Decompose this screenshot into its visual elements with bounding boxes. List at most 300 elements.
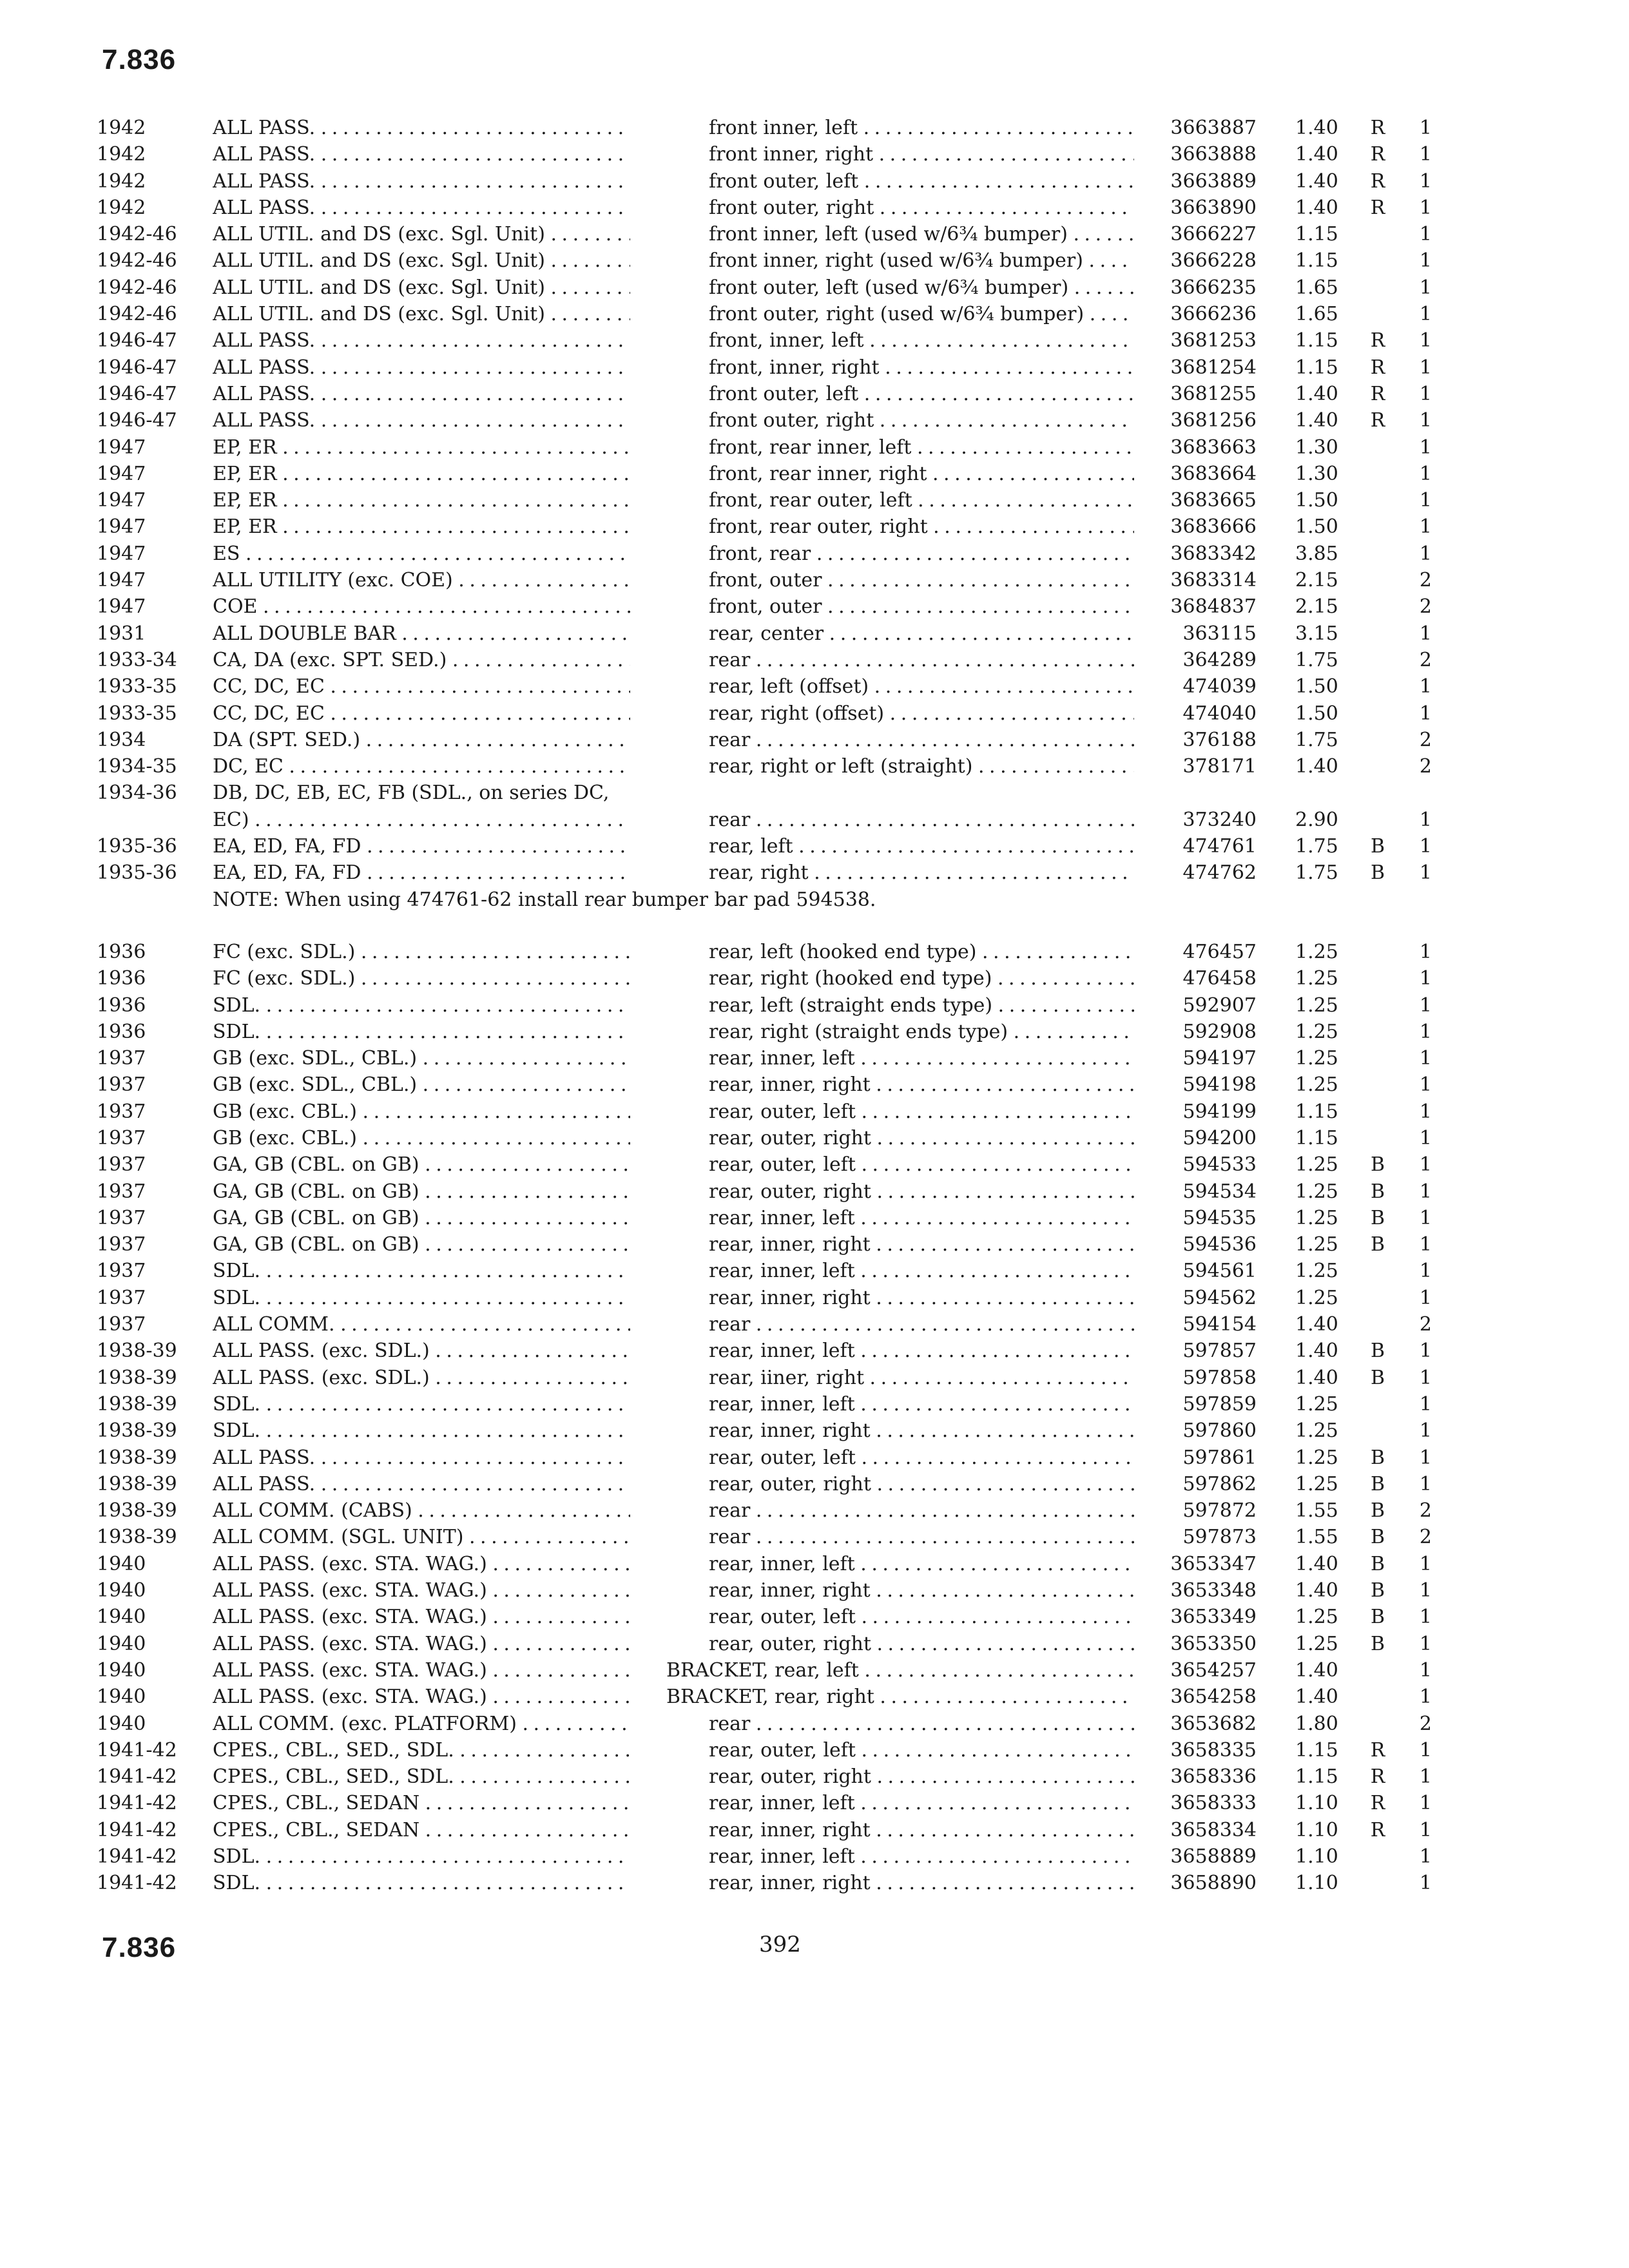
- description-cell: rear, left (offset) . . .: [709, 673, 1134, 700]
- quantity-cell: 1: [1419, 382, 1432, 405]
- year-cell: 1941-42: [97, 1738, 177, 1762]
- description-cell: front, rear inner, right . . .: [709, 461, 1134, 487]
- model-cell: GB (exc. SDL., CBL.) . . .: [213, 1045, 630, 1072]
- quantity-cell: 1: [1419, 675, 1432, 698]
- part-number-cell: 3654258: [1170, 1686, 1257, 1709]
- part-number-cell: 3663889: [1170, 169, 1257, 193]
- year-cell: 1942-46: [97, 303, 177, 326]
- table-row: [0, 461, 1629, 487]
- table-row: [0, 1391, 1629, 1418]
- table-row: [0, 1151, 1629, 1178]
- description-cell: BRACKET, rear, right . . .: [666, 1684, 1134, 1710]
- year-cell: 1941-42: [97, 1872, 177, 1895]
- description-cell: rear, inner, left . . .: [709, 1258, 1134, 1284]
- price-cell: 3.85: [1295, 542, 1338, 565]
- description-cell: rear, right (hooked end type) . . .: [709, 965, 1134, 992]
- price-cell: 1.15: [1295, 1100, 1338, 1123]
- model-cell: ALL UTIL. and DS (exc. Sgl. Unit) . . .: [213, 247, 630, 274]
- table-row: [0, 1471, 1629, 1497]
- description-cell: rear, right (straight ends type) . . .: [709, 1019, 1134, 1045]
- quantity-cell: 1: [1419, 940, 1432, 963]
- rows-group-multiline: [0, 780, 1629, 833]
- part-number-cell: 3653350: [1170, 1632, 1257, 1655]
- year-cell: 1934: [97, 728, 146, 751]
- quantity-cell: 1: [1419, 329, 1432, 352]
- description-cell: rear, outer, right . . .: [709, 1631, 1134, 1657]
- price-cell: 1.25: [1295, 1233, 1338, 1256]
- part-number-cell: 3663888: [1170, 143, 1257, 166]
- year-cell: 1936: [97, 994, 146, 1017]
- model-cell: DB, DC, EB, EC, FB (SDL., on series DC,: [213, 782, 610, 805]
- part-number-cell: 364289: [1182, 648, 1257, 671]
- year-cell: 1937: [97, 1286, 146, 1309]
- quantity-cell: 1: [1419, 276, 1432, 299]
- table-row: [0, 168, 1629, 195]
- table-row: [0, 487, 1629, 514]
- part-number-cell: 3666227: [1170, 223, 1257, 246]
- year-cell: 1936: [97, 940, 146, 963]
- model-cell: EC) . . .: [213, 807, 630, 833]
- description-cell: rear, outer, left . . .: [709, 1099, 1134, 1125]
- model-cell: ALL COMM. (CABS) . . .: [213, 1497, 630, 1524]
- quantity-cell: 2: [1419, 569, 1432, 592]
- code-cell: B: [1370, 1366, 1385, 1389]
- year-cell: 1942: [97, 169, 146, 193]
- code-cell: R: [1370, 1792, 1385, 1815]
- table-row: [0, 1497, 1629, 1524]
- model-cell: CPES., CBL., SEDAN . . .: [213, 1790, 630, 1816]
- price-cell: 1.25: [1295, 1392, 1338, 1416]
- model-cell: SDL. . . .: [213, 1019, 630, 1045]
- model-cell: SDL. . . .: [213, 1391, 630, 1418]
- quantity-cell: 1: [1419, 1073, 1432, 1097]
- part-number-cell: 363115: [1182, 622, 1257, 645]
- description-cell: rear, outer, left . . .: [709, 1151, 1134, 1178]
- price-cell: 1.40: [1295, 1313, 1338, 1336]
- table-row: [0, 1338, 1629, 1364]
- quantity-cell: 1: [1419, 489, 1432, 512]
- model-cell: ALL UTILITY (exc. COE) . . .: [213, 567, 630, 593]
- quantity-cell: 2: [1419, 755, 1432, 778]
- table-row: [0, 647, 1629, 673]
- part-number-cell: 594198: [1182, 1073, 1257, 1097]
- model-cell: ALL UTIL. and DS (exc. Sgl. Unit) . . .: [213, 301, 630, 327]
- table-row: [0, 541, 1629, 567]
- price-cell: 1.25: [1295, 1153, 1338, 1177]
- table-row: [0, 965, 1629, 992]
- price-cell: 1.15: [1295, 1126, 1338, 1149]
- model-cell: SDL. . . .: [213, 1285, 630, 1311]
- model-cell: EP, ER . . .: [213, 514, 630, 540]
- part-number-cell: 594561: [1182, 1260, 1257, 1283]
- quantity-cell: 1: [1419, 835, 1432, 858]
- table-row: [0, 1365, 1629, 1391]
- price-cell: 1.75: [1295, 861, 1338, 885]
- table-row: [0, 247, 1629, 274]
- table-row: [0, 1045, 1629, 1072]
- note-text: NOTE: When using 474761-62 install rear bumper bar pad 594538.: [213, 888, 876, 911]
- table-row: [0, 1258, 1629, 1284]
- table-row: [0, 700, 1629, 727]
- year-cell: 1947: [97, 542, 146, 565]
- year-cell: 1938-39: [97, 1419, 177, 1443]
- code-cell: R: [1370, 329, 1385, 352]
- year-cell: 1941-42: [97, 1818, 177, 1841]
- model-cell: ALL UTIL. and DS (exc. Sgl. Unit) . . .: [213, 221, 630, 247]
- model-cell: ALL PASS. (exc. SDL.) . . .: [213, 1365, 630, 1391]
- quantity-cell: 1: [1419, 542, 1432, 565]
- description-cell: front inner, right (used w/6¾ bumper) . . .: [709, 247, 1134, 274]
- price-cell: 1.25: [1295, 1446, 1338, 1469]
- year-cell: 1931: [97, 622, 146, 645]
- year-cell: 1938-39: [97, 1392, 177, 1416]
- price-cell: 1.40: [1295, 196, 1338, 219]
- price-cell: 1.10: [1295, 1845, 1338, 1868]
- description-cell: front, outer . . .: [709, 567, 1134, 593]
- quantity-cell: 1: [1419, 356, 1432, 379]
- description-cell: rear, outer, right . . .: [709, 1178, 1134, 1205]
- part-number-cell: 3658334: [1170, 1818, 1257, 1841]
- part-number-cell: 3681254: [1170, 356, 1257, 379]
- quantity-cell: 1: [1419, 169, 1432, 193]
- description-cell: rear, outer, right . . .: [709, 1763, 1134, 1790]
- price-cell: 1.40: [1295, 1366, 1338, 1389]
- year-cell: 1936: [97, 1020, 146, 1043]
- table-row: [0, 1631, 1629, 1657]
- model-cell: GB (exc. CBL.) . . .: [213, 1099, 630, 1125]
- code-cell: B: [1370, 1632, 1385, 1655]
- price-cell: 1.40: [1295, 409, 1338, 432]
- part-number-cell: 594200: [1182, 1126, 1257, 1149]
- price-cell: 1.75: [1295, 728, 1338, 751]
- model-cell: ALL PASS. . . .: [213, 141, 630, 168]
- table-row: [0, 1178, 1629, 1205]
- model-cell: CC, DC, EC . . .: [213, 673, 630, 700]
- model-cell: ALL COMM. (SGL. UNIT) . . .: [213, 1524, 630, 1550]
- description-cell: rear . . .: [709, 1497, 1134, 1524]
- price-cell: 1.25: [1295, 1180, 1338, 1203]
- part-number-cell: 597857: [1182, 1340, 1257, 1363]
- price-cell: 1.75: [1295, 835, 1338, 858]
- description-cell: rear, inner, right . . .: [709, 1285, 1134, 1311]
- price-cell: 1.25: [1295, 1260, 1338, 1283]
- part-number-cell: 474040: [1182, 702, 1257, 725]
- part-number-cell: 3681256: [1170, 409, 1257, 432]
- table-row: [0, 407, 1629, 434]
- code-cell: B: [1370, 1472, 1385, 1495]
- description-cell: rear, outer, right . . .: [709, 1471, 1134, 1497]
- model-cell: ALL PASS. . . .: [213, 381, 630, 407]
- table-row: [0, 1125, 1629, 1151]
- table-row: [0, 833, 1629, 860]
- price-cell: 1.40: [1295, 1658, 1338, 1682]
- year-cell: 1937: [97, 1233, 146, 1256]
- table-row: [0, 780, 1629, 806]
- table-row: [0, 753, 1629, 780]
- year-cell: 1940: [97, 1658, 146, 1682]
- year-cell: 1942: [97, 117, 146, 139]
- quantity-cell: 1: [1419, 1472, 1432, 1495]
- price-cell: 1.25: [1295, 1073, 1338, 1097]
- year-cell: 1941-42: [97, 1765, 177, 1789]
- code-cell: B: [1370, 1340, 1385, 1363]
- part-number-cell: 3684837: [1170, 595, 1257, 619]
- part-number-cell: 3658333: [1170, 1792, 1257, 1815]
- price-cell: 1.10: [1295, 1872, 1338, 1895]
- quantity-cell: 1: [1419, 1366, 1432, 1389]
- year-cell: 1937: [97, 1073, 146, 1097]
- model-cell: DC, EC . . .: [213, 753, 630, 780]
- quantity-cell: 1: [1419, 1126, 1432, 1149]
- part-number-cell: 597872: [1182, 1499, 1257, 1523]
- year-cell: 1941-42: [97, 1845, 177, 1868]
- year-cell: 1937: [97, 1100, 146, 1123]
- quantity-cell: 1: [1419, 861, 1432, 885]
- price-cell: 1.40: [1295, 143, 1338, 166]
- description-cell: rear, inner, right . . .: [709, 1072, 1134, 1098]
- quantity-cell: 1: [1419, 462, 1432, 485]
- part-number-cell: 592908: [1182, 1020, 1257, 1043]
- part-number-cell: 373240: [1182, 808, 1257, 831]
- description-cell: rear, inner, left . . .: [709, 1338, 1134, 1364]
- model-cell: ALL PASS. . . .: [213, 354, 630, 381]
- year-cell: 1938-39: [97, 1499, 177, 1523]
- table-row: [0, 141, 1629, 168]
- price-cell: 1.40: [1295, 117, 1338, 139]
- part-number-cell: 597862: [1182, 1472, 1257, 1495]
- note-row: [0, 887, 1629, 913]
- description-cell: front outer, left (used w/6¾ bumper) . . .: [709, 274, 1134, 301]
- model-cell: GB (exc. CBL.) . . .: [213, 1125, 630, 1151]
- year-cell: 1940: [97, 1686, 146, 1709]
- model-cell: EA, ED, FA, FD . . .: [213, 860, 630, 886]
- model-cell: EP, ER . . .: [213, 461, 630, 487]
- description-cell: rear, inner, right . . .: [709, 1418, 1134, 1444]
- quantity-cell: 1: [1419, 249, 1432, 273]
- table-row: [0, 860, 1629, 886]
- code-cell: R: [1370, 1818, 1385, 1841]
- part-number-cell: 3666236: [1170, 303, 1257, 326]
- code-cell: B: [1370, 1446, 1385, 1469]
- code-cell: B: [1370, 1606, 1385, 1629]
- year-cell: 1937: [97, 1206, 146, 1229]
- model-cell: CPES., CBL., SED., SDL. . . .: [213, 1763, 630, 1790]
- price-cell: 1.30: [1295, 436, 1338, 459]
- part-number-cell: 597861: [1182, 1446, 1257, 1469]
- description-cell: rear, center . . .: [709, 620, 1134, 647]
- code-cell: B: [1370, 1552, 1385, 1575]
- table-row: [0, 1418, 1629, 1444]
- quantity-cell: 1: [1419, 1286, 1432, 1309]
- table-row: [0, 1577, 1629, 1604]
- model-cell: GA, GB (CBL. on GB) . . .: [213, 1151, 630, 1178]
- code-cell: B: [1370, 835, 1385, 858]
- model-cell: ALL PASS. . . .: [213, 407, 630, 434]
- quantity-cell: 1: [1419, 1020, 1432, 1043]
- price-cell: 1.15: [1295, 223, 1338, 246]
- year-cell: 1947: [97, 462, 146, 485]
- price-cell: 1.65: [1295, 303, 1338, 326]
- year-cell: 1946-47: [97, 329, 177, 352]
- quantity-cell: 1: [1419, 1632, 1432, 1655]
- price-cell: 1.25: [1295, 967, 1338, 990]
- price-cell: 1.15: [1295, 356, 1338, 379]
- year-cell: 1937: [97, 1260, 146, 1283]
- description-cell: front inner, left (used w/6¾ bumper) . . .: [709, 221, 1134, 247]
- description-cell: rear . . .: [709, 647, 1134, 673]
- year-cell: 1935-36: [97, 861, 177, 885]
- model-cell: EA, ED, FA, FD . . .: [213, 833, 630, 860]
- section-gap: [0, 913, 1629, 939]
- part-number-cell: 594534: [1182, 1180, 1257, 1203]
- part-number-cell: 3653348: [1170, 1579, 1257, 1602]
- description-cell: rear . . .: [709, 807, 1134, 833]
- year-cell: 1937: [97, 1180, 146, 1203]
- part-number-cell: 3683314: [1170, 569, 1257, 592]
- model-cell: EP, ER . . .: [213, 487, 630, 514]
- parts-table: [0, 115, 1629, 1897]
- part-number-cell: 3658335: [1170, 1738, 1257, 1762]
- price-cell: 2.90: [1295, 808, 1338, 831]
- year-cell: 1947: [97, 515, 146, 539]
- description-cell: rear, left . . .: [709, 833, 1134, 860]
- quantity-cell: 1: [1419, 1206, 1432, 1229]
- table-row: [0, 1072, 1629, 1098]
- part-number-cell: 3666235: [1170, 276, 1257, 299]
- table-row: [0, 1285, 1629, 1311]
- price-cell: 1.40: [1295, 169, 1338, 193]
- description-cell: rear, inner, left . . .: [709, 1205, 1134, 1231]
- page-number: 392: [759, 1932, 801, 1957]
- price-cell: 1.50: [1295, 675, 1338, 698]
- part-number-cell: 376188: [1182, 728, 1257, 751]
- section-number-top: 7.836: [102, 44, 177, 75]
- table-row: [0, 1205, 1629, 1231]
- table-row: [0, 1099, 1629, 1125]
- description-cell: front, rear outer, left . . .: [709, 487, 1134, 514]
- price-cell: 1.10: [1295, 1818, 1338, 1841]
- part-number-cell: 3681255: [1170, 382, 1257, 405]
- model-cell: SDL. . . .: [213, 1258, 630, 1284]
- table-row: [0, 1019, 1629, 1045]
- description-cell: rear, outer, left . . .: [709, 1604, 1134, 1630]
- model-cell: ALL PASS. (exc. SDL.) . . .: [213, 1338, 630, 1364]
- code-cell: B: [1370, 1180, 1385, 1203]
- quantity-cell: 1: [1419, 1792, 1432, 1815]
- table-row: [0, 1763, 1629, 1790]
- model-cell: ALL PASS. (exc. STA. WAG.) . . .: [213, 1551, 630, 1577]
- price-cell: 1.55: [1295, 1526, 1338, 1549]
- part-number-cell: 3683663: [1170, 436, 1257, 459]
- description-cell: rear . . .: [709, 727, 1134, 753]
- description-cell: front inner, left . . .: [709, 115, 1134, 141]
- table-row: [0, 1870, 1629, 1896]
- model-cell: SDL. . . .: [213, 1843, 630, 1870]
- table-row: [0, 514, 1629, 540]
- year-cell: 1942-46: [97, 223, 177, 246]
- price-cell: 1.10: [1295, 1792, 1338, 1815]
- description-cell: rear, iiner, right . . .: [709, 1365, 1134, 1391]
- quantity-cell: 1: [1419, 1818, 1432, 1841]
- price-cell: 1.50: [1295, 702, 1338, 725]
- description-cell: rear . . .: [709, 1311, 1134, 1338]
- year-cell: 1942-46: [97, 276, 177, 299]
- model-cell: ES . . .: [213, 541, 630, 567]
- model-cell: GA, GB (CBL. on GB) . . .: [213, 1205, 630, 1231]
- price-cell: 1.40: [1295, 1552, 1338, 1575]
- year-cell: 1946-47: [97, 409, 177, 432]
- table-row: [0, 434, 1629, 461]
- price-cell: 1.25: [1295, 1047, 1338, 1070]
- model-cell: FC (exc. SDL.) . . .: [213, 939, 630, 965]
- description-cell: rear, inner, right . . .: [709, 1231, 1134, 1258]
- description-cell: rear, right or left (straight) . . .: [709, 753, 1134, 780]
- quantity-cell: 1: [1419, 143, 1432, 166]
- year-cell: 1936: [97, 967, 146, 990]
- section-number-bottom: 7.836: [102, 1932, 177, 1963]
- year-cell: 1946-47: [97, 356, 177, 379]
- table-row: [0, 1684, 1629, 1710]
- year-cell: 1933-34: [97, 648, 177, 671]
- table-row: [0, 992, 1629, 1019]
- year-cell: 1947: [97, 569, 146, 592]
- quantity-cell: 1: [1419, 1153, 1432, 1177]
- year-cell: 1942: [97, 143, 146, 166]
- quantity-cell: 2: [1419, 1313, 1432, 1336]
- model-cell: SDL. . . .: [213, 1418, 630, 1444]
- part-number-cell: 474039: [1182, 675, 1257, 698]
- price-cell: 2.15: [1295, 569, 1338, 592]
- model-cell: CPES., CBL., SED., SDL. . . .: [213, 1737, 630, 1763]
- description-cell: front outer, left . . .: [709, 168, 1134, 195]
- code-cell: B: [1370, 1499, 1385, 1523]
- year-cell: 1940: [97, 1552, 146, 1575]
- table-row: [0, 221, 1629, 247]
- price-cell: 1.40: [1295, 1340, 1338, 1363]
- model-cell: ALL PASS. . . .: [213, 115, 630, 141]
- description-cell: rear . . .: [709, 1711, 1134, 1737]
- table-row: [0, 1311, 1629, 1338]
- year-cell: 1940: [97, 1579, 146, 1602]
- year-cell: 1942: [97, 196, 146, 219]
- year-cell: 1938-39: [97, 1472, 177, 1495]
- description-cell: rear, left (hooked end type) . . .: [709, 939, 1134, 965]
- part-number-cell: 597873: [1182, 1526, 1257, 1549]
- quantity-cell: 1: [1419, 702, 1432, 725]
- price-cell: 1.80: [1295, 1712, 1338, 1735]
- price-cell: 1.40: [1295, 1686, 1338, 1709]
- part-number-cell: 476458: [1182, 967, 1257, 990]
- part-number-cell: 476457: [1182, 940, 1257, 963]
- table-row: [0, 1790, 1629, 1816]
- part-number-cell: 3683664: [1170, 462, 1257, 485]
- year-cell: 1935-36: [97, 835, 177, 858]
- quantity-cell: 1: [1419, 1446, 1432, 1469]
- table-row: [0, 727, 1629, 753]
- part-number-cell: 3683665: [1170, 489, 1257, 512]
- part-number-cell: 592907: [1182, 994, 1257, 1017]
- part-number-cell: 594197: [1182, 1047, 1257, 1070]
- quantity-cell: 1: [1419, 196, 1432, 219]
- table-row: [0, 620, 1629, 647]
- code-cell: R: [1370, 356, 1385, 379]
- quantity-cell: 1: [1419, 1419, 1432, 1443]
- year-cell: 1942-46: [97, 249, 177, 273]
- model-cell: ALL PASS. . . .: [213, 1445, 630, 1471]
- table-row: [0, 1711, 1629, 1737]
- quantity-cell: 2: [1419, 1526, 1432, 1549]
- description-cell: front outer, left . . .: [709, 381, 1134, 407]
